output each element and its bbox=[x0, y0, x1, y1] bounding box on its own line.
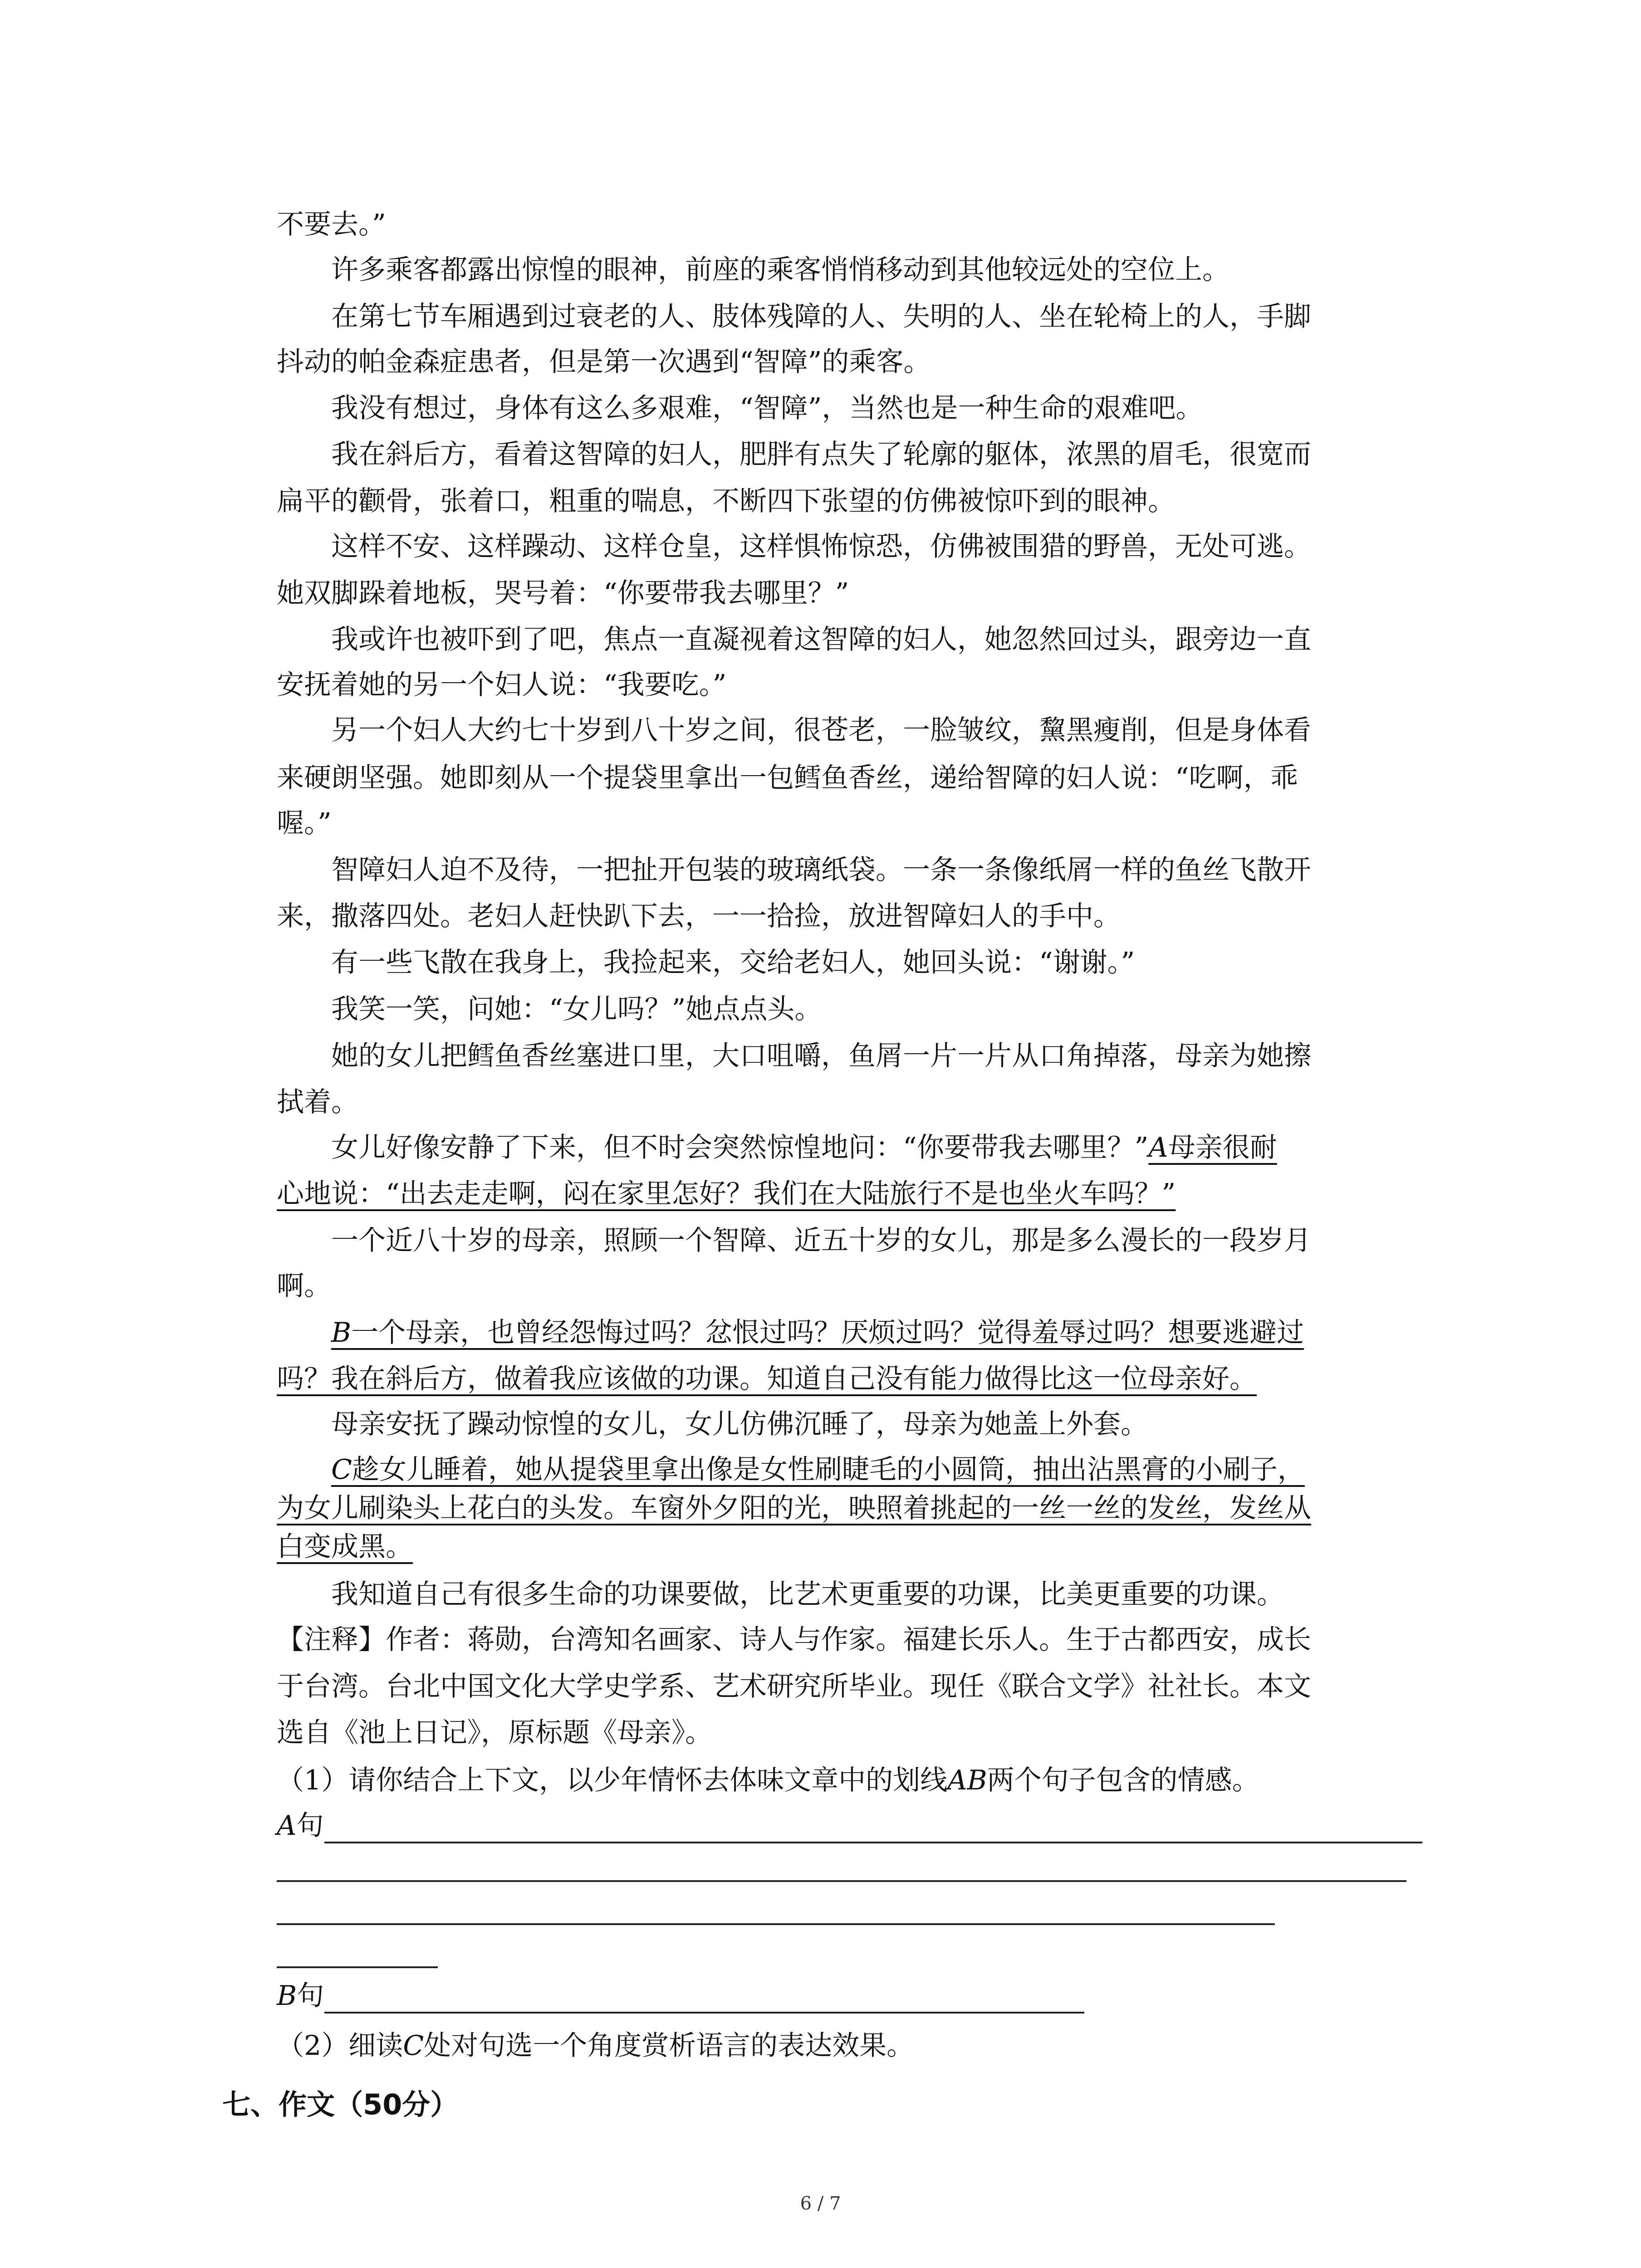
answer-blank-a-line-4[interactable] bbox=[277, 1966, 438, 1968]
text-line: 扁平的颧骨，张着口，粗重的喘息，不断四下张望的仿佛被惊吓到的眼神。 bbox=[277, 485, 1175, 517]
underlined-sentence-a bbox=[1148, 1132, 1277, 1163]
text-segment: 女儿好像安静了下来，但不时会突然惊惶地问：“你要带我去哪里？” bbox=[331, 1132, 1149, 1163]
underlined-passage-c bbox=[331, 1454, 1305, 1486]
sentence-marker-ab: AB bbox=[947, 1765, 987, 1796]
text-line bbox=[277, 1529, 413, 1565]
text-segment: 趁女儿睡着，她从提袋里拿出像是女性刷睫毛的小圆筒，抽出沾黑膏的小刷子， bbox=[352, 1454, 1305, 1486]
answer-label-text: 句 bbox=[296, 1810, 324, 1842]
answer-label-text: 句 bbox=[297, 1980, 324, 2012]
text-line bbox=[277, 1490, 1311, 1526]
text-line: 有一些飞散在我身上，我捡起来，交给老妇人，她回头说：“谢谢。” bbox=[331, 947, 1135, 978]
annotation-line: 于台湾。台北中国文化大学史学系、艺术研究所毕业。现任《联合文学》社社长。本文 bbox=[277, 1671, 1311, 1702]
text-line: 安抚着她的另一个妇人说：“我要吃。” bbox=[277, 669, 727, 701]
text-line: 我笑一笑，问她：“女儿吗？”她点点头。 bbox=[331, 993, 822, 1025]
text-line: 啊。 bbox=[277, 1270, 331, 1302]
text-line bbox=[331, 1452, 1305, 1488]
text-line: 母亲安抚了躁动惊惶的女儿，女儿仿佛沉睡了，母亲为她盖上外套。 bbox=[331, 1408, 1148, 1440]
text-line: 这样不安、这样躁动、这样仓皇，这样惧怖惊恐，仿佛被围猎的野兽，无处可逃。 bbox=[331, 531, 1311, 562]
sentence-marker-c: C bbox=[331, 1454, 352, 1486]
answer-label-b bbox=[277, 1978, 324, 2014]
text-line bbox=[331, 1129, 1277, 1166]
text-line: 在第七节车厢遇到过衰老的人、肢体残障的人、失明的人、坐在轮椅上的人，手脚 bbox=[331, 301, 1311, 332]
answer-blank-a-line-3[interactable] bbox=[277, 1923, 1275, 1925]
text-line: 智障妇人迫不及待，一把扯开包装的玻璃纸袋。一条一条像纸屑一样的鱼丝飞散开 bbox=[331, 854, 1311, 886]
sentence-marker-c: C bbox=[403, 2030, 424, 2062]
text-line: 来硬朗坚强。她即刻从一个提袋里拿出一包鳕鱼香丝，递给智障的妇人说：“吃啊，乖 bbox=[277, 762, 1298, 794]
text-line: 她双脚跺着地板，哭号着：“你要带我去哪里？” bbox=[277, 577, 849, 609]
page-number: 6 / 7 bbox=[800, 2193, 841, 2214]
underlined-sentence-b: 吗？我在斜后方，做着我应该做的功课。知道自己没有能力做得比这一位母亲好。 bbox=[277, 1363, 1257, 1395]
question-2 bbox=[277, 2028, 914, 2064]
text-line bbox=[277, 1176, 1176, 1212]
sentence-marker-b: B bbox=[277, 1980, 297, 2012]
text-line: 我知道自己有很多生命的功课要做，比艺术更重要的功课，比美更重要的功课。 bbox=[331, 1579, 1284, 1610]
answer-blank-a[interactable] bbox=[324, 1842, 1422, 1843]
question-1 bbox=[277, 1762, 1259, 1799]
text-line: 来，撒落四处。老妇人赶快趴下去，一一拾捡，放进智障妇人的手中。 bbox=[277, 900, 1121, 932]
annotation-line: 【注释】作者：蒋勋，台湾知名画家、诗人与作家。福建长乐人。生于古都西安，成长 bbox=[277, 1624, 1311, 1656]
text-line: 抖动的帕金森症患者，但是第一次遇到“智障”的乘客。 bbox=[277, 346, 931, 378]
underlined-passage-c: 白变成黑。 bbox=[277, 1531, 413, 1563]
answer-blank-b[interactable] bbox=[324, 2012, 1084, 2014]
text-line: 喔。” bbox=[277, 807, 332, 839]
question-text: （2）细读 bbox=[277, 2030, 403, 2062]
text-line: 不要去。” bbox=[277, 209, 386, 240]
text-line: 拭着。 bbox=[277, 1086, 358, 1118]
text-line: 我没有想过，身体有这么多艰难，“智障”，当然也是一种生命的艰难吧。 bbox=[331, 392, 1203, 424]
question-text: （1）请你结合上下文，以少年情怀去体味文章中的划线 bbox=[277, 1765, 948, 1796]
text-line: 她的女儿把鳕鱼香丝塞进口里，大口咀嚼，鱼屑一片一片从口角掉落，母亲为她擦 bbox=[331, 1040, 1311, 1072]
sentence-marker-a: A bbox=[277, 1810, 297, 1842]
text-line: 另一个妇人大约七十岁到八十岁之间，很苍老，一脸皱纹，黧黑瘦削，但是身体看 bbox=[331, 714, 1311, 746]
text-line bbox=[331, 1315, 1304, 1351]
text-segment: 母亲很耐 bbox=[1168, 1132, 1277, 1163]
annotation-line: 选自《池上日记》，原标题《母亲》。 bbox=[277, 1717, 712, 1749]
answer-blank-a-line-2[interactable] bbox=[277, 1880, 1406, 1882]
text-line bbox=[277, 1361, 1257, 1397]
text-line: 一个近八十岁的母亲，照顾一个智障、近五十岁的女儿，那是多么漫长的一段岁月 bbox=[331, 1225, 1311, 1256]
question-text: 两个句子包含的情感。 bbox=[987, 1765, 1259, 1796]
text-segment: 一个母亲，也曾经怨悔过吗？忿恨过吗？厌烦过吗？觉得羞辱过吗？想要逃避过 bbox=[351, 1317, 1304, 1349]
section-heading: 七、作文（50分） bbox=[222, 2088, 459, 2121]
underlined-sentence-a: 心地说：“出去走走啊，闷在家里怎好？我们在大陆旅行不是也坐火车吗？” bbox=[277, 1178, 1176, 1210]
text-line: 我或许也被吓到了吧，焦点一直凝视着这智障的妇人，她忽然回过头，跟旁边一直 bbox=[331, 624, 1311, 655]
text-line: 许多乘客都露出惊惶的眼神，前座的乘客悄悄移动到其他较远处的空位上。 bbox=[331, 254, 1230, 286]
question-text: 处对句选一个角度赏析语言的表达效果。 bbox=[424, 2030, 914, 2062]
sentence-marker-a: A bbox=[1148, 1132, 1168, 1163]
answer-label-a bbox=[277, 1808, 323, 1844]
text-line: 我在斜后方，看着这智障的妇人，肥胖有点失了轮廓的躯体，浓黑的眉毛，很宽而 bbox=[331, 439, 1311, 470]
underlined-sentence-b bbox=[331, 1317, 1304, 1349]
underlined-passage-c: 为女儿刷染头上花白的头发。车窗外夕阳的光，映照着挑起的一丝一丝的发丝，发丝从 bbox=[277, 1492, 1311, 1524]
sentence-marker-b: B bbox=[331, 1317, 352, 1349]
